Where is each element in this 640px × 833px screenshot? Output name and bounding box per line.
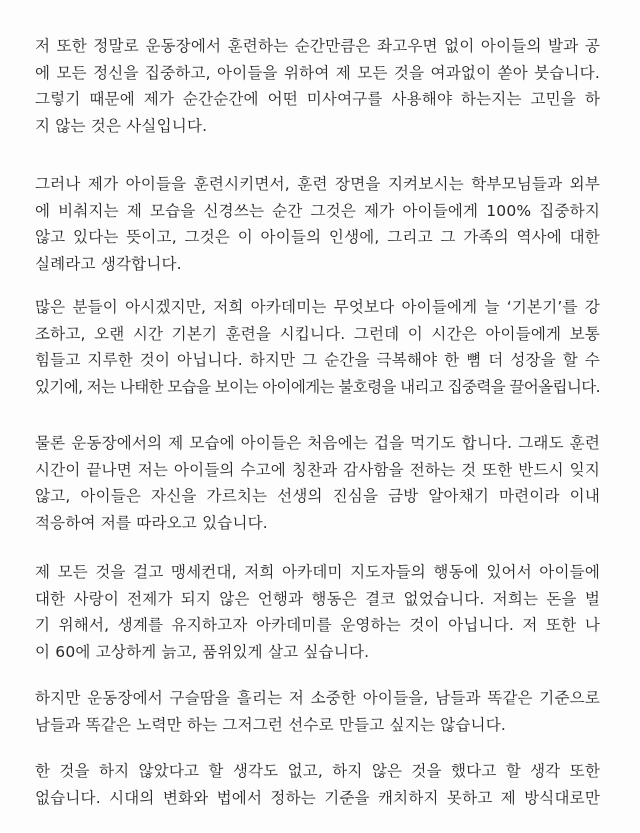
text-line: 없습니다. 시대의 변화와 법에서 정하는 기준을 캐치하지 못하고 제 방식대로만 [35,788,600,807]
text-line: 힘들고 지루한 것이 아닙니다. 하지만 그 순간을 극복해야 한 뼘 더 성장을 할 수 [35,351,600,369]
paragraph-4 [35,430,600,536]
text-line: 하지만 운동장에서 구슬땀을 흘리는 저 소중한 아이들을, 남들과 똑같은 기준으로 [35,689,600,707]
text-line: 기 위해서, 생계를 유지하고자 아카데미를 운영하는 것이 아닙니다. 저 또한 나 [35,616,600,634]
text-line: 시간이 끝나면 저는 아이들의 수고에 칭찬과 감사함을 전하는 것 또한 반드시 잊지 [35,460,600,479]
text-line: 에 모든 정신을 집중하고, 아이들을 위하여 제 모든 것을 여과없이 쏟아 붓습니다. [35,63,600,82]
paragraph-2 [35,171,600,277]
text-line: 않고 있다는 뜻이고, 그것은 이 아이들의 인생에, 그리고 그 가족의 역사에 대한 [35,228,600,246]
paragraph-3 [35,294,600,400]
text-line: 지 않는 것은 사실입니다. [35,116,208,135]
text-line: 적응하여 저를 따라오고 있습니다. [35,513,268,532]
text-line: 저 또한 정말로 운동장에서 훈련하는 순간만큼은 좌고우면 없이 아이들의 발과 공 [35,37,600,55]
text-line: 한 것을 하지 않았다고 할 생각도 없고, 하지 않은 것을 했다고 할 생각 또한 [35,762,600,780]
text-line: 남들과 똑같은 노력만 하는 그저그런 선수로 만들고 싶지는 않습니다. [35,715,506,734]
text-line: 이 60에 고상하게 늙고, 품위있게 살고 싶습니다. [35,642,370,661]
paragraph-7 [35,758,600,811]
paragraph-6 [35,685,600,738]
text-line: 에 비춰지는 제 모습을 신경쓰는 순간 그것은 제가 아이들에게 100% 집중하지 [35,201,600,220]
text-line: 제 모든 것을 걸고 맹세컨대, 저희 아카데미 지도자들의 행동에 있어서 아이들에 [35,563,600,581]
text-line: 실례라고 생각합니다. [35,254,182,273]
text-line: 그렇기 때문에 제가 순간순간에 어떤 미사여구를 사용해야 하는지는 고민을 하 [35,90,600,108]
paragraph-5 [35,559,600,665]
text-line: 물론 운동장에서의 제 모습에 아이들은 처음에는 겁을 먹기도 합니다. 그래도 훈련 [35,434,600,452]
text-line: 그러나 제가 아이들을 훈련시키면서, 훈련 장면을 지켜보시는 학부모님들과 외부 [35,175,600,193]
text-line: 대한 사랑이 전제가 되지 않은 언행과 행동은 결코 없었습니다. 저희는 돈을 벌 [35,589,600,608]
text-line: 있기에, 저는 나태한 모습을 보이는 아이에게는 불호령을 내리고 집중력을 끌어올립니다. [35,377,600,396]
text-line: 조하고, 오랜 시간 기본기 훈련을 시킵니다. 그런데 이 시간은 아이들에게 보통 [35,324,600,343]
text-line: 많은 분들이 아시겠지만, 저희 아카데미는 무엇보다 아이들에게 늘 ‘기본기’를 강 [35,298,600,316]
text-line: 않고, 아이들은 자신을 가르치는 선생의 진심을 금방 알아채기 마련이라 이내 [35,487,600,505]
paragraph-1 [35,33,600,139]
